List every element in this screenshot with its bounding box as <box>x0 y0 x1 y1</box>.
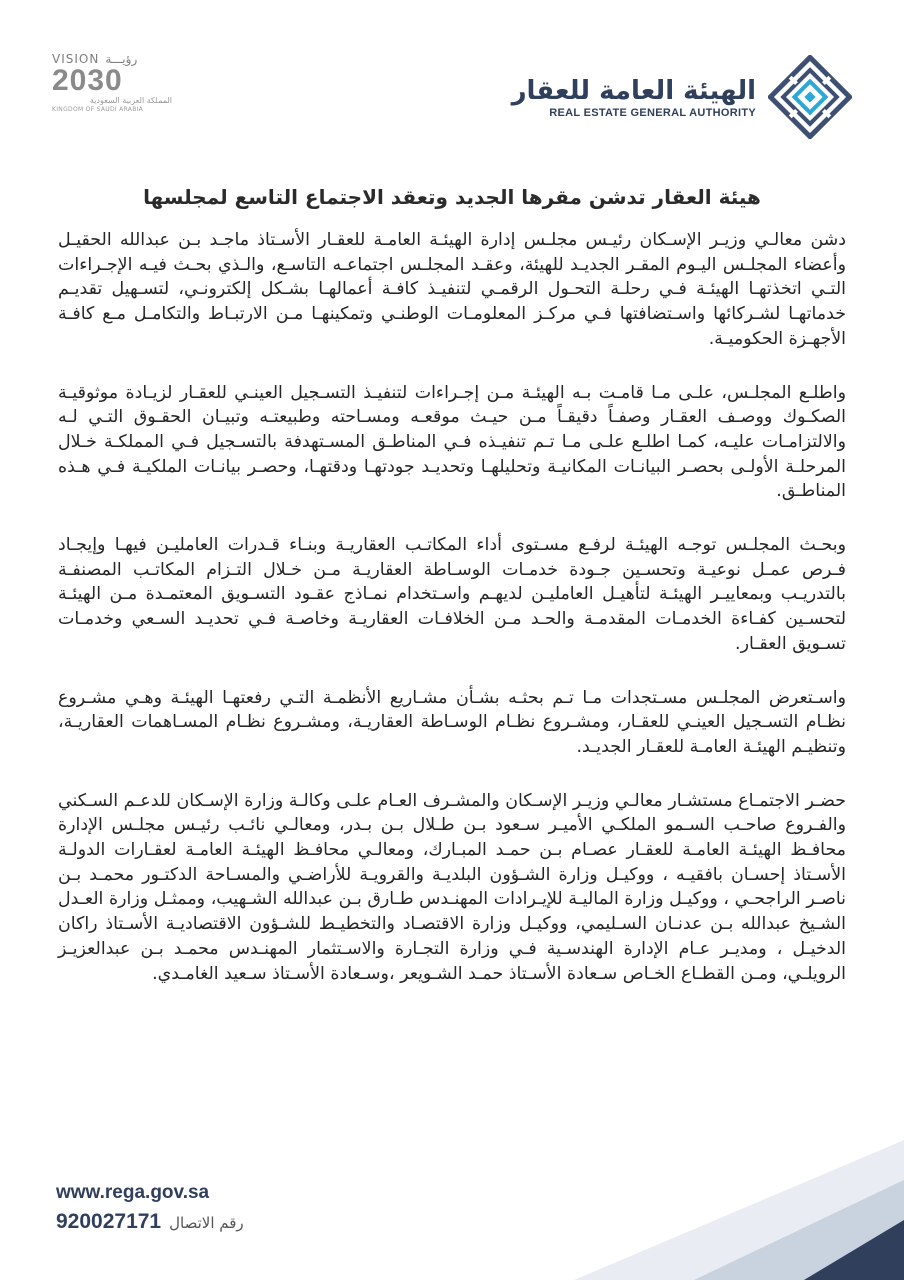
vision-2030-logo <box>52 52 172 124</box>
paragraph: واطلـع المجلـس، علـى مـا قامـت بـه الهيئـة مـن إجـراءات لتنفيـذ التسـجيل العينـي للعقـار لزيـادة موثوقيـة الصكـوك ووصـف العقـار وصفـاً دقيقـاً مـن حيـث موقعـه ومسـاحته وطبيعتـه وتبيـان الحقـوق التـي لـه والالتزامـات عليـه، كمـا اطلـع علـى مـا تـم تنفيـذه فـي المناطـق المسـتهدفة بالتسـجيل فـي المملكـة خـلال المرحلـة الأولـى بحصـر البيانـات المكانيـة وتحليلهـا وتحديـد جودتهـا ودقتهـا، وحصـر بيانـات الملكيـة فـي هـذه المناطـق. <box>58 382 846 502</box>
paragraph: واسـتعرض المجلـس مسـتجدات مـا تـم بحثـه بشـأن مشـاريع الأنظمـة التـي رفعتهـا الهيئـة وهـي مشـروع نظـام التسـجيل العينـي للعقـار، ومشـروع نظـام الوسـاطة العقاريـة، ومشـروع نظـام المسـاهمات العقاريـة، وتنظيـم الهيئـة العامـة للعقـار الجديـد. <box>58 687 846 757</box>
vision-country-ar: المملكة العربية السعودية <box>89 96 172 105</box>
page-title: هيئة العقار تدشن مقرها الجديد وتعقد الاجتماع التاسع لمجلسها <box>143 185 761 210</box>
rega-emblem-icon <box>768 55 852 139</box>
website-link[interactable]: www.rega.gov.sa <box>56 1182 210 1203</box>
authority-name-en: REAL ESTATE GENERAL AUTHORITY <box>549 107 756 119</box>
vision-label-ar: رؤيـــة <box>105 52 138 66</box>
article-body <box>58 228 846 1015</box>
vision-label-en: VISION <box>52 52 100 66</box>
corner-decoration <box>574 1140 904 1280</box>
paragraph: وبحـث المجلـس توجـه الهيئـة لرفـع مسـتوى أداء المكاتـب العقاريـة وبنـاء قـدرات العامليـن فيهـا وإيجـاد فـرص عمـل نوعيـة وتحسـين جـودة خدمـات الوسـاطة العقاريـة مـن خـلال التـزام المكاتـب المصنفـة بالتدريـب وبمعاييـر الهيئـة لتأهيـل العامليـن لديهـم واسـتخدام نمـاذج عقـود التسـويق المعتمـدة مـن الهيئـة لتحسـين كفـاءة الخدمـات المقدمـة والحـد مـن الخلافـات العقاريـة وخاصـة فـي تحديـد السـعي وخدمـات تسـويق العقـار. <box>58 535 846 654</box>
vision-country-en: KINGDOM OF SAUDI ARABIA <box>52 106 144 113</box>
rega-logo <box>512 52 852 142</box>
phone-number[interactable]: 920027171 <box>56 1210 162 1233</box>
paragraph: دشن معالـي وزيـر الإسـكان رئيـس مجلـس إدارة الهيئـة العامـة للعقـار الأسـتاذ ماجـد بـن عبدالله الحقيـل وأعضاء المجلـس اليـوم المقـر الجديـد للهيئة، وعقـد المجلـس اجتماعـه التاسـع، والـذي بحـث فيـه الإجـراءات التـي اتخذتهـا الهيئـة فـي رحلـة التحـول الرقمـي لتنفيـذ كافـة أعمالهـا بشـكل إلكترونـي، لتسـهيل تقديـم خدماتهـا لشـركائها واسـتضافتها فـي مركـز المعلومـات الوطنـي وتمكينهـا مـن الارتبـاط والتكامـل مـع كافـة الأجهـزة الحكوميـة. <box>58 230 846 349</box>
paragraph: حضـر الاجتمـاع مستشـار معالـي وزيـر الإسـكان والمشـرف العـام علـى وكالـة وزارة الإسـكان للدعـم السـكني والفـروع صاحـب السـمو الملكـي الأميـر سـعود بـن طـلال بـن بـدر، ومعالـي نائـب رئيـس مجلـس الإدارة محافـظ الهيئـة العامـة للعقـار عصـام بـن حمـد المبـارك، ومعالـي محافـظ الهيئـة العامـة لعقـارات الدولـة الأسـتاذ إحسـان بافقيـه ، ووكيـل وزارة الشـؤون البلديـة والقرويـة للأراضـي والمسـاحة الدكتـور محمـد بـن ناصـر الراجحـي ، ووكيـل وزارة الماليـة للإيـرادات المهنـدس طـارق بـن عبدالله الشـهيب، وممثـل وزارة العـدل الشـيخ عبدالله بـن عدنـان السـليمي، ووكيـل وزارة الاقتصـاد والتخطيـط للشـؤون الاقتصاديـة الأسـتاذ راكان الدخيـل ، ومديـر عـام الإدارة الهندسـية فـي وزارة التجـارة والاسـتثمار المهنـدس محمـد بـن عبدالعزيـز الرويلـي، ومـن القطـاع الخـاص سـعادة الأسـتاذ حمـد الشـويعر ،وسـعادة الأسـتاذ سـعيد الغامـدي. <box>58 790 846 984</box>
footer <box>56 1180 244 1234</box>
phone-label: رقم الاتصال <box>169 1214 244 1232</box>
phone-line <box>56 1210 244 1234</box>
authority-name-ar: الهيئة العامة للعقار <box>511 76 756 106</box>
vision-year: 2030 <box>52 64 123 97</box>
